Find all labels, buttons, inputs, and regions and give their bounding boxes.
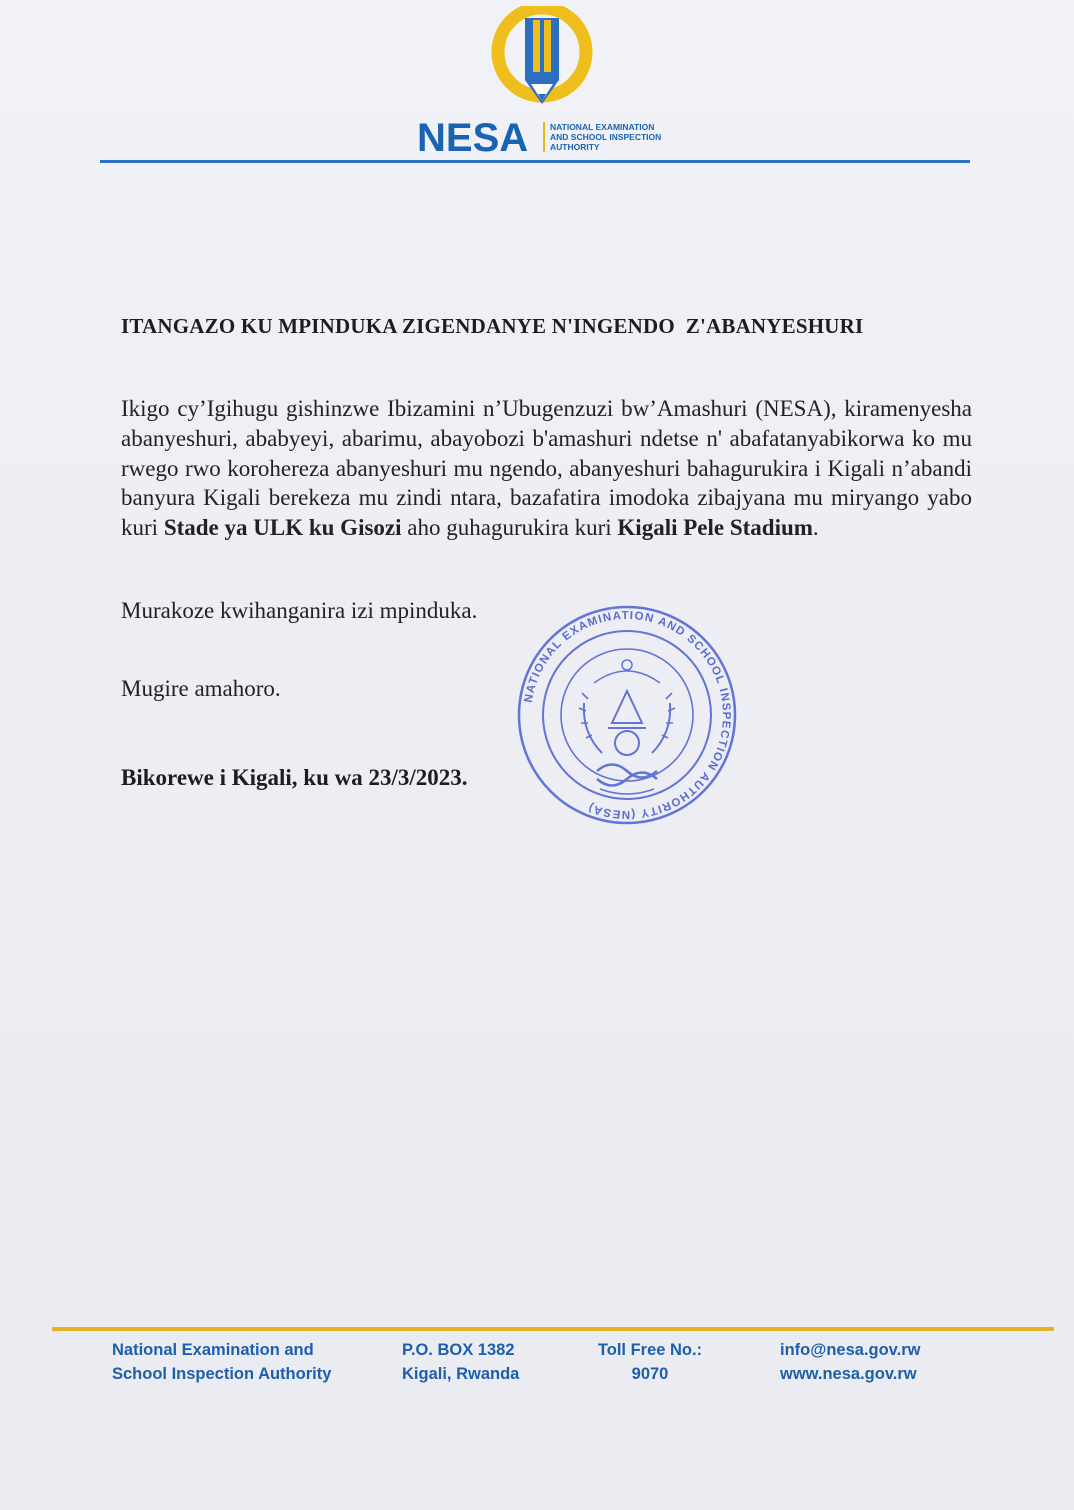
pickup-location: Stade ya ULK ku Gisozi xyxy=(163,515,402,541)
footer-divider xyxy=(52,1327,1054,1331)
brand-subtitle: NATIONAL EXAMINATION AND SCHOOL INSPECTION AUTHORITY xyxy=(543,122,700,152)
website-link[interactable]: www.nesa.gov.rw xyxy=(780,1365,917,1383)
footer-organization: National Examination and School Inspection Authority xyxy=(112,1341,332,1383)
footer-address: P.O. BOX 1382 Kigali, Rwanda xyxy=(402,1341,520,1383)
brand-name: NESA xyxy=(417,116,529,160)
notice-title: ITANGAZO KU MPINDUKA ZIGENDANYE N'INGENDO Z'ABANYESHURI xyxy=(121,314,864,338)
svg-text:NATIONAL EXAMINATION AND SCHOO: NATIONAL EXAMINATION AND SCHOOL INSPECTION AUTHORITY (NESA) xyxy=(522,609,733,821)
thanks-line: Murakoze kwihanganira izi mpinduka. xyxy=(121,598,478,623)
official-stamp xyxy=(512,603,742,827)
header-divider xyxy=(100,160,970,163)
email-link[interactable]: info@nesa.gov.rw xyxy=(780,1341,921,1359)
notice-paragraph: Ikigo cy’Igihugu gishinzwe Ibizamini n’Ubugenzuzi bw’Amashuri (NESA), kiramenyesha abanyeshuri, ababyeyi, abarimu, abayobozi b'amashuri ndetse n' abafatanyabikorwa ko mu rwego rwo korohereza abanyeshuri mu ngendo, abanyeshuri bahagurukira i Kigali n’abandi banyura Kigali berekeza mu zindi ntara, bazafatira imodoka zibajyana mu miryango yabo kuri Stade ya ULK ku Gisozi aho guhagurukira kuri Kigali Pele Stadium. xyxy=(121,396,972,541)
closing-line: Mugire amahoro. xyxy=(121,676,281,701)
footer-phone: Toll Free No.: 9070 xyxy=(597,1341,703,1383)
former-location: Kigali Pele Stadium xyxy=(617,515,813,541)
signed-line: Bikorewe i Kigali, ku wa 23/3/2023. xyxy=(121,765,468,790)
footer-contact xyxy=(780,1338,920,1386)
